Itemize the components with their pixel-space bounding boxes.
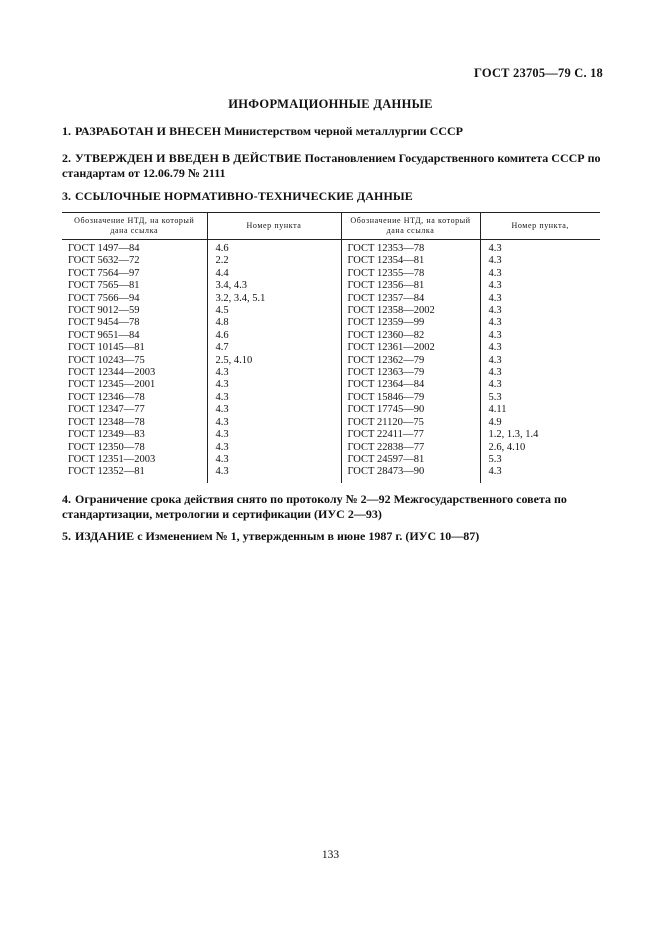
section-text: с Изменением № 1, утвержденным в июне 1987 г. (ИУС 10—87) <box>137 529 480 543</box>
cell-clause-number-left: 4.3 <box>207 454 341 466</box>
section-number: 2. <box>62 151 71 165</box>
cell-clause-number-left: 3.2, 3.4, 5.1 <box>207 293 341 305</box>
section-number: 3. <box>62 189 71 203</box>
cell-ntd-designation-left: ГОСТ 12346—78 <box>68 391 145 403</box>
section-text: Постановлением Государственного комитета СССР по стандартам от 12.06.79 № 2111 <box>62 151 601 180</box>
cell-clause-number-right: 5.3 <box>480 392 600 404</box>
cell-ntd-designation-left: ГОСТ 12344—2003 <box>68 367 156 379</box>
cell-ntd-designation-left: ГОСТ 12345—2001 <box>68 379 156 391</box>
cell-clause-number-right: 4.3 <box>480 330 600 342</box>
table-row <box>62 280 600 292</box>
cell-clause-number-right: 4.11 <box>480 404 600 416</box>
cell-clause-number-right: 4.3 <box>480 317 600 329</box>
cell-clause-number-right: 4.3 <box>480 305 600 317</box>
cell-ntd-designation-right: ГОСТ 22838—77 <box>341 442 480 454</box>
cell-ntd-designation-right: ГОСТ 24597—81 <box>341 454 480 466</box>
header-ntd-designation-left: Обозначение НТД, на который дана ссылка <box>62 213 207 240</box>
cell-ntd-designation-right: ГОСТ 12353—78 <box>341 240 480 256</box>
cell-ntd-designation-left: ГОСТ 7564—97 <box>68 267 140 279</box>
cell-ntd-designation-right: ГОСТ 12357—84 <box>341 293 480 305</box>
cell-ntd-designation-left: ГОСТ 5632—72 <box>68 255 140 267</box>
table-row <box>62 392 600 404</box>
table-row <box>62 293 600 305</box>
cell-ntd-designation-left: ГОСТ 1497—84 <box>68 243 140 254</box>
cell-clause-number-left: 4.3 <box>207 379 341 391</box>
cell-ntd-designation-right: ГОСТ 12363—79 <box>341 367 480 379</box>
section-2-approved <box>62 151 602 181</box>
table-row <box>62 466 600 482</box>
table-row <box>62 342 600 354</box>
cell-clause-number-right: 4.3 <box>480 268 600 280</box>
section-text: Ограничение срока действия снято по протоколу № 2—92 Межгосударственного совета по стандартизации, метрологии и сертификации (ИУС 2—93) <box>62 492 567 521</box>
section-number: 4. <box>62 492 71 506</box>
table-header-row <box>62 213 600 240</box>
section-5-edition <box>62 529 602 544</box>
cell-clause-number-left: 4.8 <box>207 317 341 329</box>
cell-ntd-designation-left: ГОСТ 12348—78 <box>68 416 145 428</box>
cell-clause-number-right: 1.2, 1.3, 1.4 <box>480 429 600 441</box>
section-lead: УТВЕРЖДЕН И ВВЕДЕН В ДЕЙСТВИЕ <box>75 151 302 165</box>
section-3-references <box>62 189 602 204</box>
table-row <box>62 429 600 441</box>
table-row <box>62 454 600 466</box>
cell-clause-number-right: 4.3 <box>480 342 600 354</box>
cell-clause-number-right: 4.3 <box>480 379 600 391</box>
cell-clause-number-left: 2.2 <box>207 255 341 267</box>
cell-clause-number-left: 4.5 <box>207 305 341 317</box>
cell-clause-number-left: 4.6 <box>207 330 341 342</box>
cell-clause-number-left: 4.3 <box>207 466 341 482</box>
cell-ntd-designation-right: ГОСТ 12361—2002 <box>341 342 480 354</box>
page-number: 133 <box>321 849 340 861</box>
cell-clause-number-right: 4.3 <box>480 255 600 267</box>
cell-clause-number-right: 5.3 <box>480 454 600 466</box>
cell-ntd-designation-left: ГОСТ 12352—81 <box>68 466 145 478</box>
cell-ntd-designation-left: ГОСТ 7565—81 <box>68 280 140 292</box>
table-row <box>62 305 600 317</box>
cell-clause-number-right: 4.3 <box>480 466 600 482</box>
cell-clause-number-right: 4.3 <box>480 240 600 256</box>
cell-ntd-designation-right: ГОСТ 22411—77 <box>341 429 480 441</box>
references-table-body <box>62 240 600 483</box>
cell-clause-number-left: 4.3 <box>207 417 341 429</box>
cell-ntd-designation-right: ГОСТ 12356—81 <box>341 280 480 292</box>
cell-ntd-designation-right: ГОСТ 21120—75 <box>341 417 480 429</box>
cell-clause-number-right: 2.6, 4.10 <box>480 442 600 454</box>
cell-clause-number-right: 4.3 <box>480 280 600 292</box>
cell-ntd-designation-right: ГОСТ 12354—81 <box>341 255 480 267</box>
cell-ntd-designation-left: ГОСТ 12349—83 <box>68 429 145 441</box>
table-row <box>62 240 600 256</box>
cell-ntd-designation-left: ГОСТ 9012—59 <box>68 305 140 317</box>
section-number: 1. <box>62 124 71 138</box>
cell-clause-number-left: 4.4 <box>207 268 341 280</box>
cell-clause-number-left: 4.3 <box>207 392 341 404</box>
header-clause-number-left: Номер пункта <box>207 213 341 240</box>
table-row <box>62 417 600 429</box>
cell-ntd-designation-left: ГОСТ 7566—94 <box>68 292 140 304</box>
cell-ntd-designation-left: ГОСТ 12347—77 <box>68 404 145 416</box>
section-text: Министерством черной металлургии СССР <box>224 124 463 138</box>
cell-clause-number-left: 4.3 <box>207 404 341 416</box>
cell-ntd-designation-left: ГОСТ 9454—78 <box>68 317 140 329</box>
table-row <box>62 379 600 391</box>
cell-clause-number-left: 2.5, 4.10 <box>207 355 341 367</box>
section-4-validity <box>62 492 602 522</box>
cell-ntd-designation-right: ГОСТ 12359—99 <box>341 317 480 329</box>
cell-clause-number-left: 4.3 <box>207 442 341 454</box>
cell-clause-number-left: 4.7 <box>207 342 341 354</box>
cell-clause-number-left: 4.3 <box>207 429 341 441</box>
cell-ntd-designation-left: ГОСТ 12351—2003 <box>68 453 156 465</box>
cell-ntd-designation-left: ГОСТ 10243—75 <box>68 354 145 366</box>
table-row <box>62 317 600 329</box>
table-row <box>62 330 600 342</box>
cell-ntd-designation-left: ГОСТ 12350—78 <box>68 441 145 453</box>
cell-ntd-designation-right: ГОСТ 12364—84 <box>341 379 480 391</box>
section-1-developed-by <box>62 124 602 139</box>
table-row <box>62 355 600 367</box>
cell-ntd-designation-right: ГОСТ 15846—79 <box>341 392 480 404</box>
cell-clause-number-left: 3.4, 4.3 <box>207 280 341 292</box>
header-ntd-designation-right: Обозначение НТД, на который дана ссылка <box>341 213 480 240</box>
table-row <box>62 404 600 416</box>
cell-ntd-designation-right: ГОСТ 17745—90 <box>341 404 480 416</box>
cell-clause-number-left: 4.3 <box>207 367 341 379</box>
cell-clause-number-right: 4.3 <box>480 293 600 305</box>
cell-ntd-designation-right: ГОСТ 12358—2002 <box>341 305 480 317</box>
cell-ntd-designation-right: ГОСТ 12360—82 <box>341 330 480 342</box>
cell-clause-number-right: 4.9 <box>480 417 600 429</box>
section-lead: ССЫЛОЧНЫЕ НОРМАТИВНО-ТЕХНИЧЕСКИЕ ДАННЫЕ <box>75 189 413 203</box>
cell-clause-number-left: 4.6 <box>207 240 341 256</box>
cell-ntd-designation-right: ГОСТ 12362—79 <box>341 355 480 367</box>
cell-clause-number-right: 4.3 <box>480 355 600 367</box>
cell-ntd-designation-left: ГОСТ 10145—81 <box>68 342 145 354</box>
cell-ntd-designation-right: ГОСТ 28473—90 <box>341 466 480 482</box>
header-clause-number-right: Номер пункта, <box>480 213 600 240</box>
table-row <box>62 442 600 454</box>
document-id-header: ГОСТ 23705—79 С. 18 <box>474 66 603 80</box>
cell-clause-number-right: 4.3 <box>480 367 600 379</box>
table-row <box>62 255 600 267</box>
cell-ntd-designation-left: ГОСТ 9651—84 <box>68 329 140 341</box>
section-lead: ИЗДАНИЕ <box>75 529 135 543</box>
references-table <box>62 212 600 483</box>
cell-ntd-designation-right: ГОСТ 12355—78 <box>341 268 480 280</box>
page-title: ИНФОРМАЦИОННЫЕ ДАННЫЕ <box>228 97 433 111</box>
table-row <box>62 268 600 280</box>
section-number: 5. <box>62 529 71 543</box>
table-row <box>62 367 600 379</box>
section-lead: РАЗРАБОТАН И ВНЕСЕН <box>75 124 222 138</box>
